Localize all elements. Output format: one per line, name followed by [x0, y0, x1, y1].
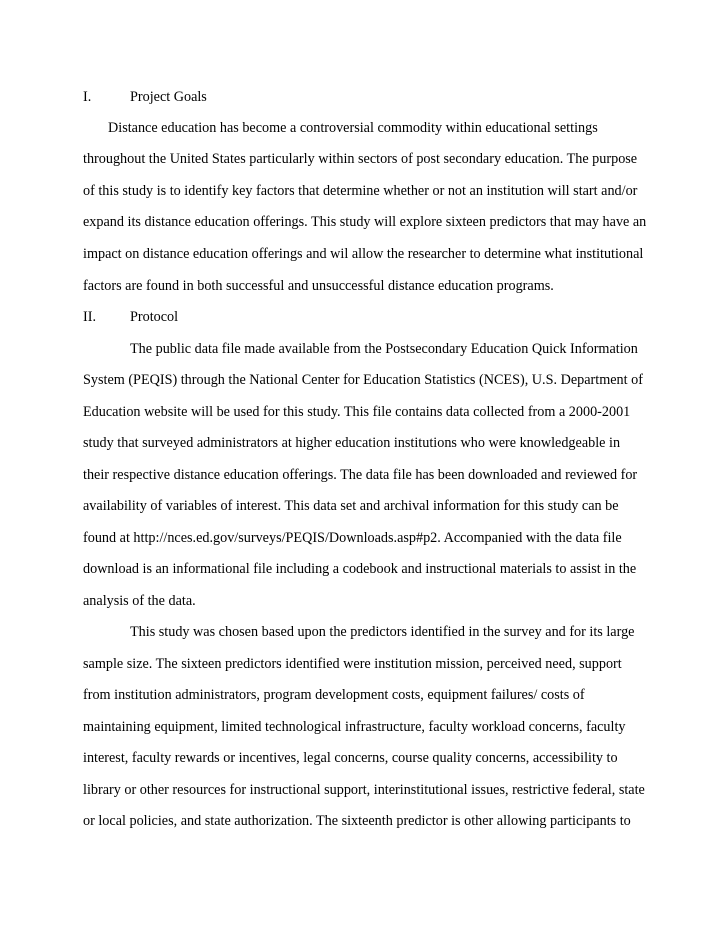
paragraph-line: Distance education has become a controversial commodity within educational settings	[108, 120, 598, 136]
paragraph-line: factors are found in both successful and unsuccessful distance education programs.	[83, 278, 554, 294]
paragraph-line: This study was chosen based upon the predictors identified in the survey and for its large	[130, 624, 635, 640]
paragraph-line: sample size. The sixteen predictors identified were institution mission, perceived need, support	[83, 656, 622, 672]
section-number: II.	[83, 309, 96, 325]
paragraph-line: of this study is to identify key factors that determine whether or not an institution will start and/or	[83, 183, 638, 199]
paragraph-line: found at http://nces.ed.gov/surveys/PEQIS/Downloads.asp#p2. Accompanied with the data file	[83, 530, 622, 546]
paragraph-line: study that surveyed administrators at higher education institutions who were knowledgeable in	[83, 435, 621, 451]
paragraph-line: from institution administrators, program development costs, equipment failures/ costs of	[83, 687, 585, 703]
paragraph-line: download is an informational file including a codebook and instructional materials to assist in the	[83, 561, 637, 577]
paragraph-line: library or other resources for instructional support, interinstitutional issues, restrictive federal, state	[83, 782, 645, 798]
paragraph-line: maintaining equipment, limited technological infrastructure, faculty workload concerns, faculty	[83, 719, 626, 735]
paragraph-line: or local policies, and state authorization. The sixteenth predictor is other allowing participants to	[83, 813, 631, 829]
paragraph-line: System (PEQIS) through the National Center for Education Statistics (NCES), U.S. Department of	[83, 372, 643, 388]
section-number: I.	[83, 89, 92, 105]
paragraph-line: interest, faculty rewards or incentives, legal concerns, course quality concerns, accessibility to	[83, 750, 618, 766]
paragraph-line: The public data file made available from the Postsecondary Education Quick Information	[130, 341, 638, 357]
paragraph-line: analysis of the data.	[83, 593, 196, 609]
paragraph-line: availability of variables of interest. This data set and archival information for this study can be	[83, 498, 619, 514]
paragraph-line: expand its distance education offerings. This study will explore sixteen predictors that may have an	[83, 214, 647, 230]
paragraph-line: Education website will be used for this study. This file contains data collected from a 2000-2001	[83, 404, 631, 420]
section-title: Project Goals	[130, 89, 207, 105]
section-title: Protocol	[130, 309, 179, 325]
paragraph-line: their respective distance education offerings. The data file has been downloaded and reviewed for	[83, 467, 638, 483]
paragraph-line: throughout the United States particularly within sectors of post secondary education. The purpose	[83, 151, 638, 167]
paragraph-line: impact on distance education offerings and wil allow the researcher to determine what institutional	[83, 246, 644, 262]
